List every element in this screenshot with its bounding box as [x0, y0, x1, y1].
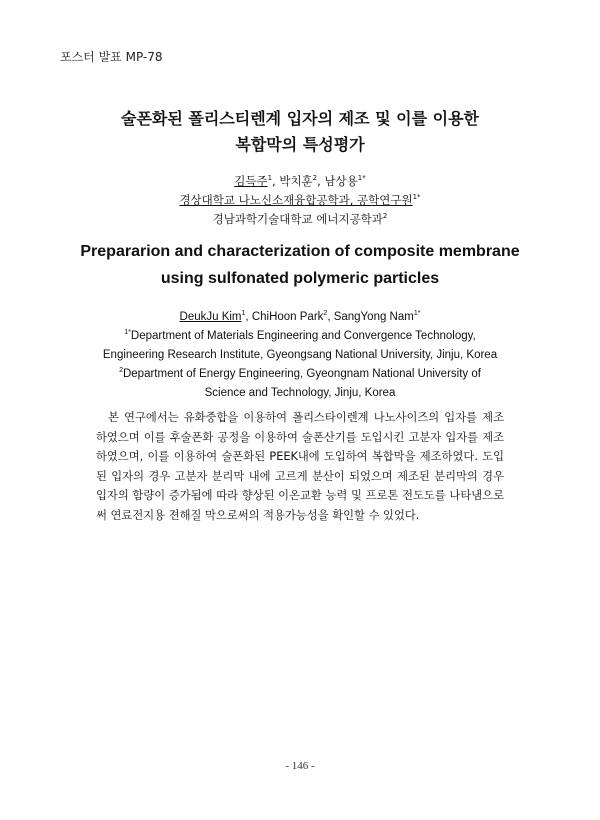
- abstract-text: 본 연구에서는 유화중합을 이용하여 폴리스타이렌계 나노사이즈의 입자를 제조하였으며 이를 후술폰화 공정을 이용하여 술폰산기를 도입시킨 고분자 입자를 제조 하였으며, 이를 이용하여 술폰화된 PEEK내에 도입하여 복합막을 제조하였다. 도입된 입자의 경우 고분자 분리막 내에 고르게 분산이 되었으며 제조된 분리막의 경우 입자의 함량이 증가됨에 따라 향상된 이온교환 능력 및 프로톤 전도도를 나타냄으로써 연료전지용 젼해질 막으로써의 적용가능성을 확인할 수 있었다.: [96, 411, 504, 522]
- korean-affiliation-1-sup: 1*: [412, 193, 421, 202]
- korean-title: [40, 106, 560, 158]
- english-affiliation-2-line-1: [30, 365, 570, 384]
- korean-author-1: 김득주: [234, 174, 268, 188]
- korean-author-2: 박치훈: [279, 174, 313, 188]
- english-affiliation-1-text-1: Department of Materials Engineering and Convergence Technology,: [130, 330, 476, 342]
- korean-affiliation-2-sup: 2: [382, 212, 388, 221]
- english-affiliation-2-sup: 2: [119, 367, 123, 375]
- english-author-2: ChiHoon Park: [251, 311, 324, 323]
- korean-affiliation-1-text: 경상대학교 나노신소재융합공학과, 공학연구원: [179, 193, 413, 207]
- korean-affiliation-1: [40, 191, 560, 210]
- english-author-3-sup: 1*: [413, 310, 421, 318]
- english-affiliation-2-line-2: Science and Technology, Jinju, Korea: [204, 387, 396, 399]
- english-author-1: DeukJu Kim: [179, 311, 242, 323]
- english-affiliation-1-line-1: [30, 327, 570, 346]
- korean-author-2-sup: 2: [312, 174, 318, 183]
- korean-affiliation-2-text: 경남과학기술대학교 에너지공학과: [212, 212, 383, 226]
- english-authors-block: [30, 308, 570, 403]
- korean-author-3-sup: 1*: [357, 174, 366, 183]
- korean-title-line-2: 복합막의 특성평가: [235, 135, 365, 154]
- english-author-3: SangYong Nam: [333, 311, 414, 323]
- english-affiliation-1-sup: 1*: [124, 329, 131, 337]
- abstract-paragraph: [96, 408, 504, 525]
- korean-affiliation-2: [40, 210, 560, 229]
- session-label: 포스터 발표 MP-78: [60, 50, 163, 64]
- page-number: - 146 -: [285, 760, 315, 772]
- korean-author-3: 남상용: [324, 174, 358, 188]
- english-author-1-sup: 1: [241, 310, 246, 318]
- korean-title-line-1: 술폰화된 폴리스티렌계 입자의 제조 및 이를 이용한: [121, 109, 479, 128]
- english-affiliation-2-text-1: Department of Energy Engineering, Gyeongnam National University of: [122, 368, 481, 380]
- english-title-line-2: using sulfonated polymeric particles: [160, 270, 440, 287]
- korean-author-1-sup: 1: [267, 174, 273, 183]
- english-title: [40, 238, 560, 292]
- korean-authors-block: [40, 172, 560, 229]
- english-affiliation-1-line-2: Engineering Research Institute, Gyeongsang National University, Jinju, Korea: [102, 349, 498, 361]
- english-author-list: DeukJu Kim$^1$, ChiHoon Park$^2$, SangYong Nam$^{1*}$: [179, 310, 421, 323]
- korean-author-list: 김득주$^1$, 박치훈$^2$, 남상용$^{1*}$: [234, 174, 366, 188]
- english-author-2-sup: 2: [323, 310, 328, 318]
- english-title-line-1: Prepararion and characterization of composite membrane: [80, 243, 520, 260]
